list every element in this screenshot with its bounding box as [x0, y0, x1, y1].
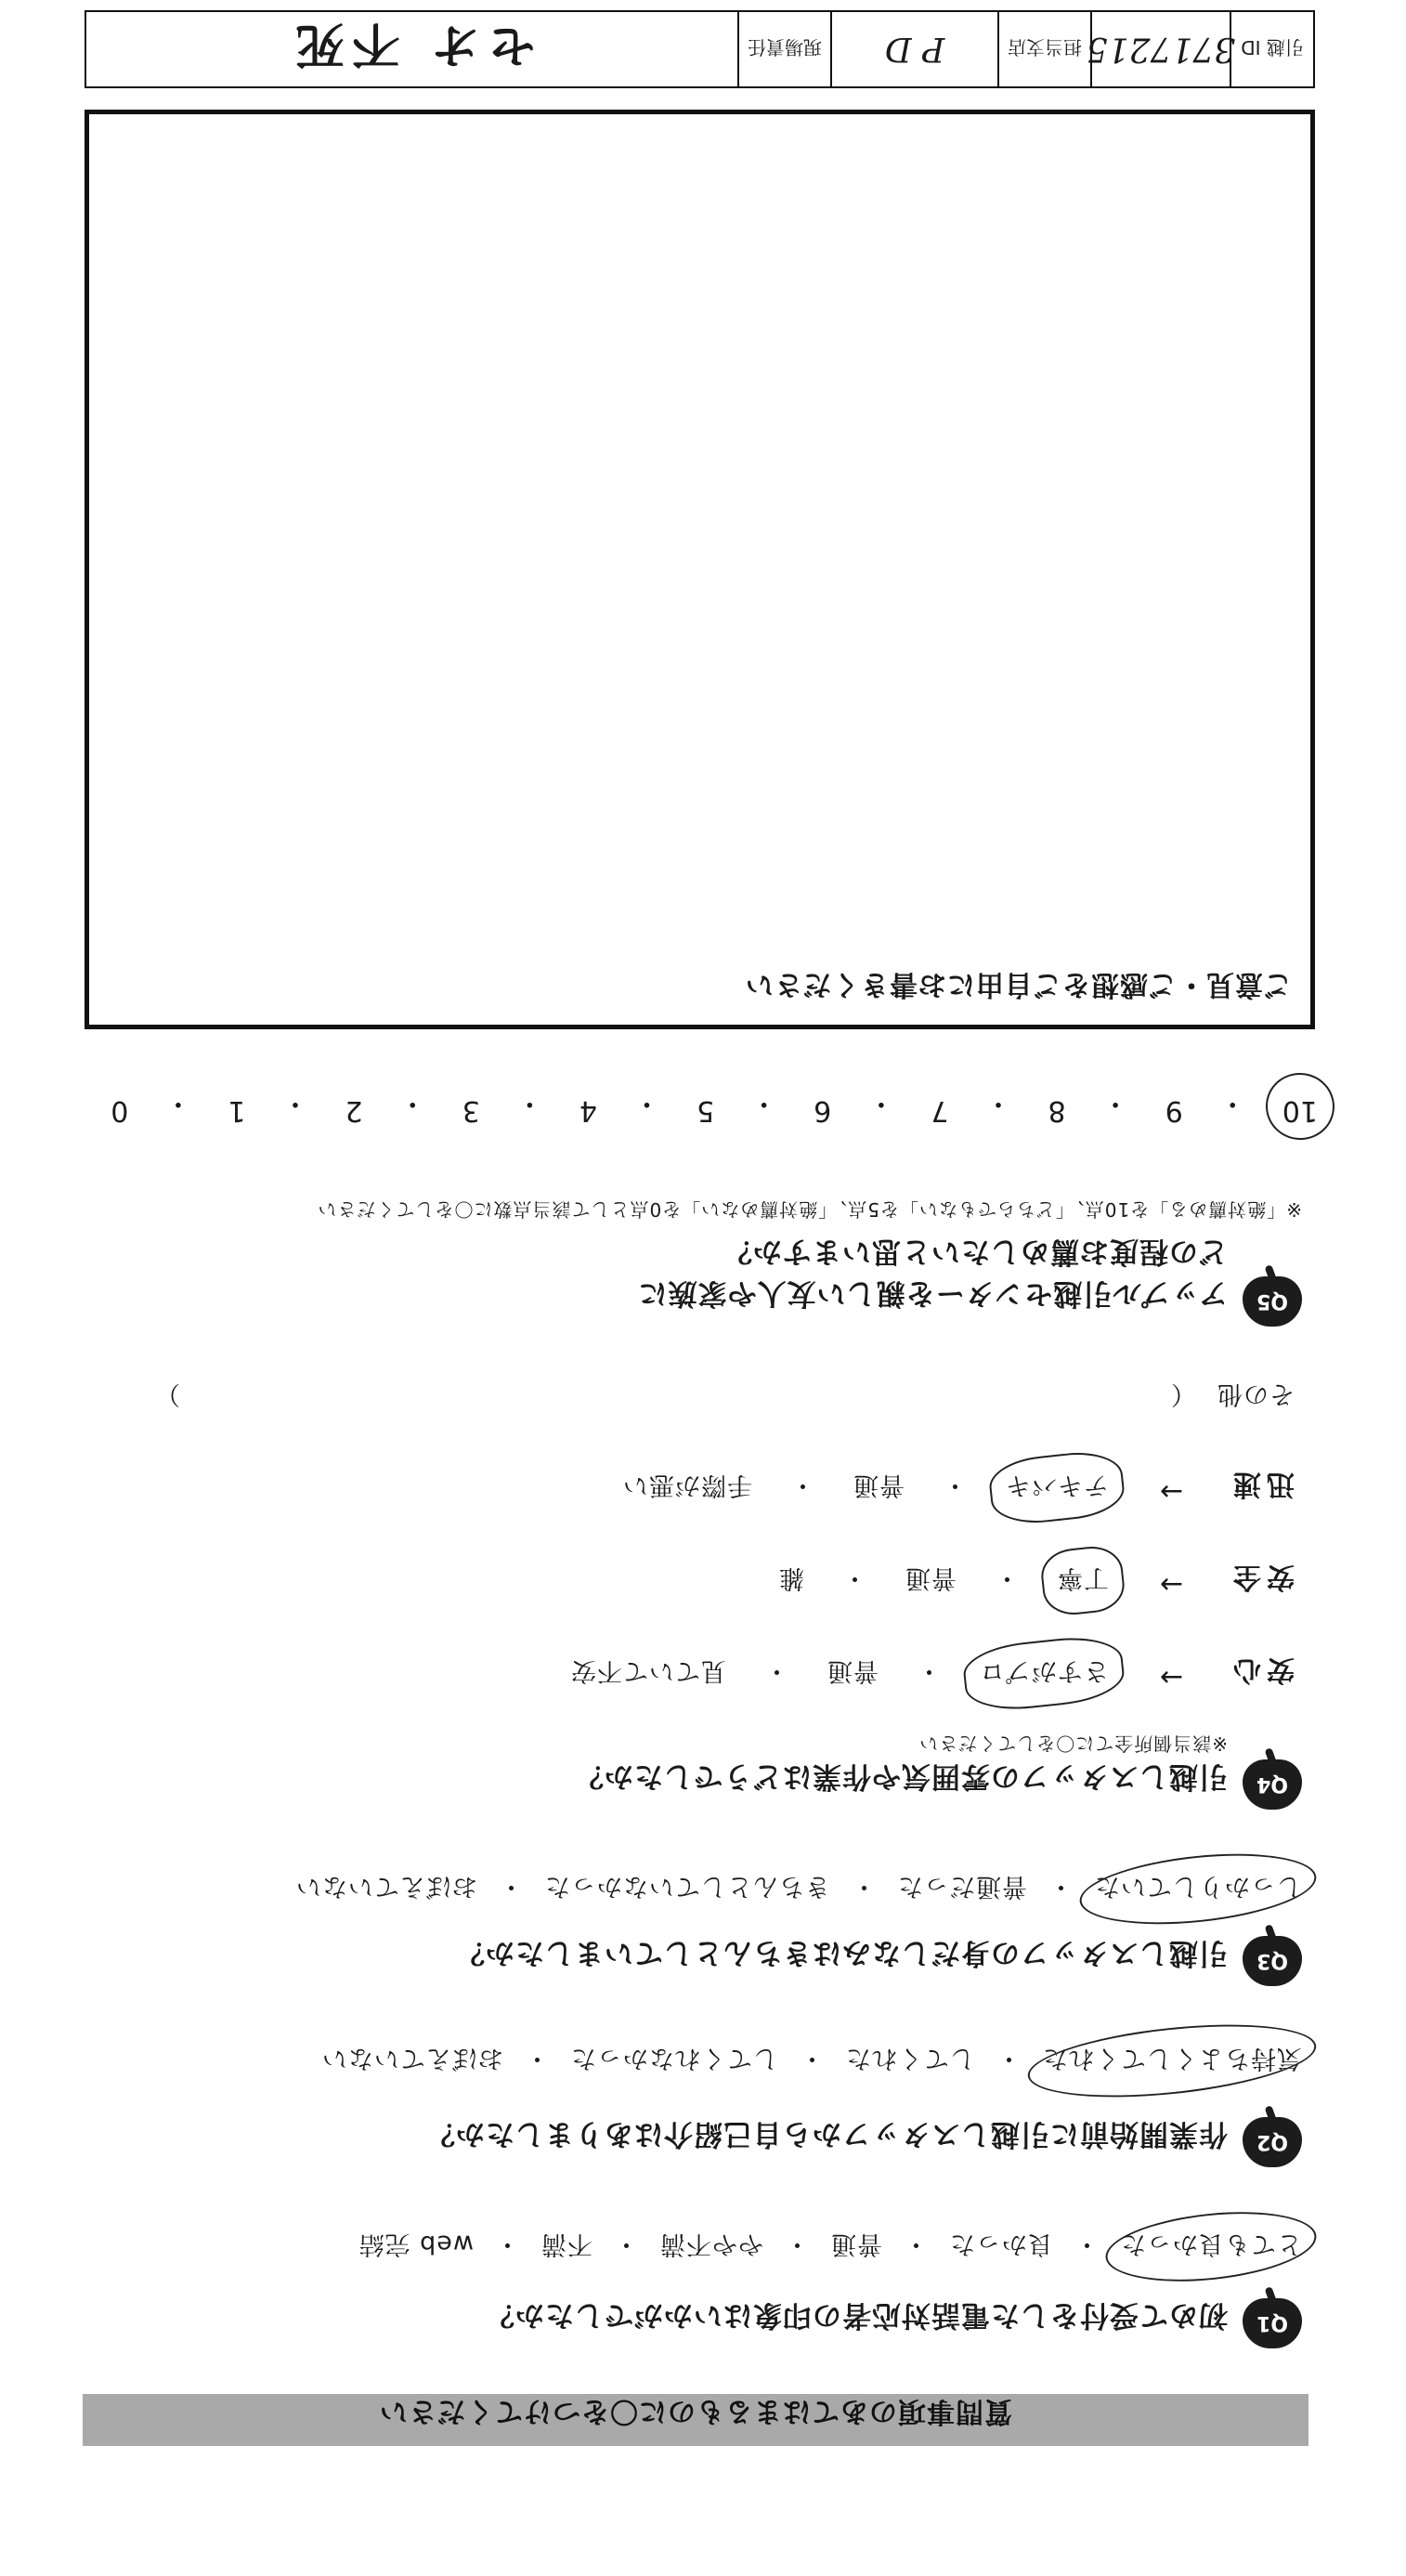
q4-badge: Q4: [1243, 1759, 1302, 1810]
q5-score[interactable]: 5: [696, 1094, 715, 1127]
q5-score[interactable]: 7: [931, 1094, 949, 1127]
q4-option[interactable]: 雑: [778, 1563, 804, 1592]
q5-badge: Q5: [1243, 1276, 1302, 1327]
branch-label: 担当支店: [1008, 36, 1082, 59]
q4-row-label: 迅速: [1228, 1468, 1295, 1500]
q4-option-selected[interactable]: さすがプロ: [979, 1655, 1109, 1692]
leader-label: 現場責任: [748, 36, 822, 59]
q4-row-options: 丁寧 ・ 普通 ・ 雑: [778, 1563, 1109, 1599]
staff-info-table: [85, 10, 1315, 88]
q4-question: 引越しスタッフの雰囲気や作業はどうでしたか？: [574, 1759, 1228, 1793]
arrow-right-icon: →: [1159, 1661, 1183, 1693]
q4-other: [1170, 1379, 1295, 1415]
scale-separator: ・: [1101, 1087, 1130, 1119]
leader-value: セオ 不死: [288, 16, 536, 73]
q4-option[interactable]: 普通: [853, 1471, 905, 1499]
instruction-banner: [83, 2394, 1308, 2446]
comment-title: ご意見・ご感想をご自由にお書きください: [745, 968, 1292, 1000]
q1-option[interactable]: 普通: [830, 2229, 882, 2258]
q1-option[interactable]: 不満: [540, 2229, 592, 2258]
scale-separator: ・: [1218, 1087, 1247, 1119]
moving-id-label: 引越 ID: [1241, 36, 1304, 59]
scale-separator: ・: [983, 1087, 1012, 1119]
scale-separator: ・: [515, 1087, 544, 1119]
scale-separator: ・: [163, 1087, 192, 1119]
q1-options: とても良かった ・ 良かった ・ 普通 ・ やや不満 ・ 不満 ・ web 完結: [358, 2229, 1302, 2265]
q5-score-selected[interactable]: 10: [1282, 1086, 1318, 1127]
scale-separator: ・: [866, 1087, 895, 1119]
scale-separator: ・: [281, 1087, 310, 1119]
q3-option[interactable]: 普通だった: [897, 1872, 1027, 1901]
q5-scale: [111, 1086, 1318, 1127]
q2-options: 気持ちよくしてくれた ・ してくれた ・ してくれなかった ・ おぼえていない: [321, 2043, 1302, 2079]
arrow-right-icon: →: [1159, 1568, 1183, 1601]
q5-score[interactable]: 3: [462, 1094, 480, 1127]
q3-options: しっかりしていた ・ 普通だった ・ きちんとしていなかった ・ おぼえていない: [295, 1871, 1302, 1907]
q1-question: 初めて受付をした電話対応者の印象はいかがでしたか？: [485, 2298, 1228, 2332]
q4-option[interactable]: 手際が悪い: [622, 1471, 752, 1499]
q5-score[interactable]: 8: [1048, 1094, 1066, 1127]
scale-separator: ・: [398, 1087, 427, 1119]
q4-row-label: 安心: [1228, 1654, 1295, 1686]
q4-option-selected[interactable]: 丁寧: [1057, 1563, 1109, 1599]
q5-score[interactable]: 4: [579, 1094, 597, 1127]
q3-option[interactable]: きちんとしていなかった: [544, 1872, 830, 1901]
q5-score[interactable]: 1: [228, 1094, 246, 1127]
q4-row-options: テキパキ ・ 普通 ・ 手際が悪い: [622, 1470, 1109, 1506]
q2-question: 作業開始前に引越しスタッフから自己紹介はありましたか？: [425, 2117, 1228, 2151]
scale-separator: ・: [632, 1087, 661, 1119]
moving-id-value-cell: [1086, 12, 1236, 86]
q3-question: 引越しスタッフの身だしなみはきちんとしていましたか？: [455, 1936, 1228, 1969]
comment-box[interactable]: [85, 110, 1315, 1029]
q4-other-open: （: [1170, 1380, 1196, 1408]
q4-option-selected[interactable]: テキパキ: [1005, 1470, 1109, 1506]
q4-row-label: 安全: [1228, 1561, 1295, 1593]
q4-other-end: [154, 1379, 180, 1415]
leader-label-cell: [737, 12, 830, 86]
q5-score[interactable]: 6: [814, 1094, 832, 1127]
q5-score[interactable]: 2: [345, 1094, 363, 1127]
q4-option[interactable]: 普通: [905, 1563, 957, 1592]
q3-option[interactable]: おぼえていない: [295, 1872, 477, 1901]
branch-value: P D: [884, 30, 945, 69]
q3-badge: Q3: [1243, 1936, 1302, 1986]
q2-option[interactable]: してくれなかった: [570, 2044, 778, 2073]
arrow-right-icon: →: [1159, 1475, 1183, 1508]
q5-score[interactable]: 9: [1165, 1094, 1183, 1127]
q1-option[interactable]: やや不満: [659, 2229, 763, 2258]
q5-question-line1: アップル引越センターを親しい友人や家族に: [637, 1276, 1228, 1310]
leader-value-cell: [86, 12, 737, 86]
q2-option[interactable]: おぼえていない: [321, 2044, 503, 2073]
branch-label-cell: [997, 12, 1090, 86]
q2-option-selected[interactable]: 気持ちよくしてくれた: [1042, 2043, 1302, 2079]
q4-other-close: ）: [154, 1380, 180, 1408]
branch-value-cell: [830, 12, 997, 86]
q5-note: ※「絶対薦める」を10点、「どちらでもない」を5点、「絶対薦めない」を0点として該当点数に〇をしてください: [317, 1198, 1302, 1221]
q2-option[interactable]: してくれた: [845, 2044, 975, 2073]
q1-option-selected[interactable]: とても良かった: [1120, 2229, 1302, 2265]
scale-separator: ・: [749, 1087, 778, 1119]
moving-id-value: 3717215: [1086, 30, 1236, 69]
q1-badge: Q1: [1243, 2298, 1302, 2348]
q4-option[interactable]: 見ていて不安: [570, 1656, 726, 1685]
q4-other-label: その他: [1217, 1380, 1295, 1408]
q3-option-selected[interactable]: しっかりしていた: [1094, 1871, 1302, 1907]
q5-score[interactable]: 0: [111, 1094, 129, 1127]
q2-badge: Q2: [1243, 2117, 1302, 2167]
q5-question-line2: どの程度お薦めしたいと思いますか？: [723, 1235, 1228, 1268]
q1-option[interactable]: 良かった: [949, 2229, 1053, 2258]
moving-id-label-cell: [1230, 12, 1313, 86]
q1-option[interactable]: web 完結: [358, 2229, 474, 2258]
q4-row-options: さすがプロ ・ 普通 ・ 見ていて不安: [570, 1655, 1109, 1692]
q4-note: ※該当個所全てに〇をしてください: [918, 1733, 1228, 1755]
q4-option[interactable]: 普通: [827, 1656, 879, 1685]
instruction-text: 質問事項のあてはまるものに〇をつけてください: [379, 2395, 1012, 2427]
